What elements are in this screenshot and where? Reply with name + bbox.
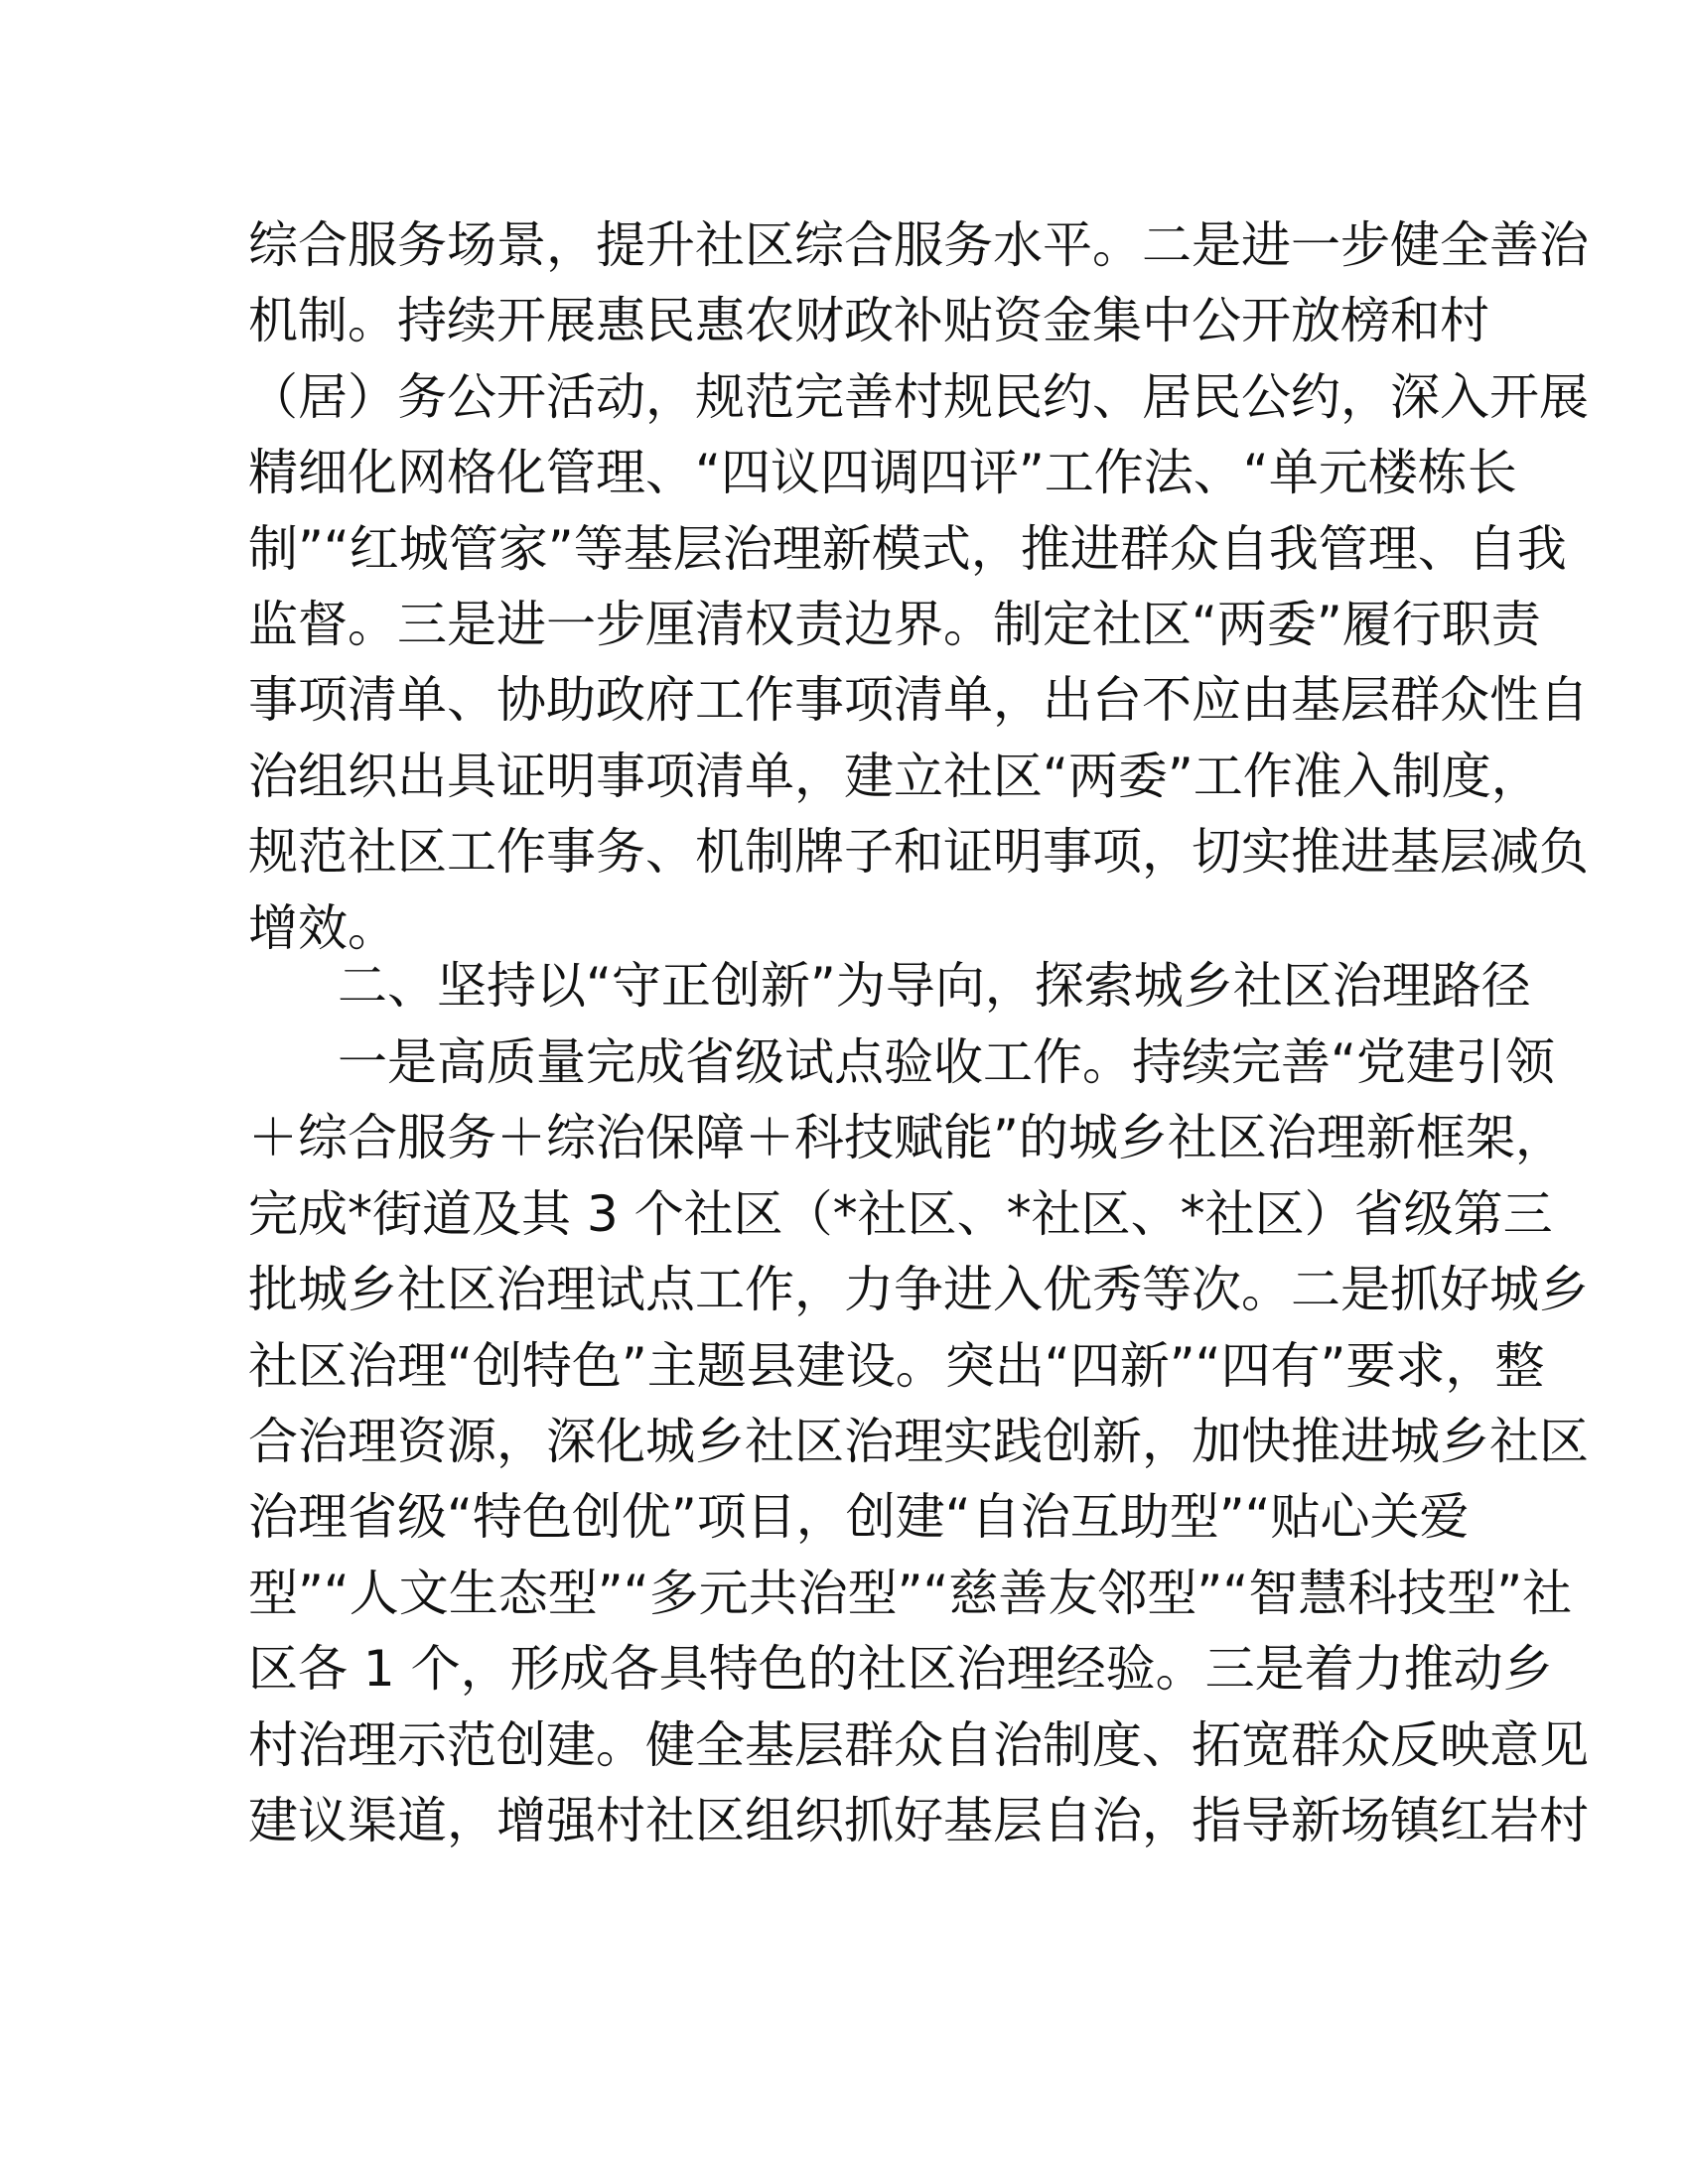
paragraph-line: 综合服务场景，提升社区综合服务水平。二是进一步健全善治 (248, 216, 1589, 274)
paragraph-line: 批城乡社区治理试点工作，力争进入优秀等次。二是抓好城乡 (248, 1261, 1589, 1319)
paragraph-line: 治组织出具证明事项清单，建立社区“两委”工作准入制度， (248, 747, 1541, 805)
paragraph-line: 社区治理“创特色”主题县建设。突出“四新”“四有”要求，整 (248, 1336, 1545, 1395)
paragraph-line: 监督。三是进一步厘清权责边界。制定社区“两委”履行职责 (248, 596, 1541, 653)
paragraph-line: 区各 1 个，形成各具特色的社区治理经验。三是着力推动乡 (248, 1640, 1553, 1699)
paragraph-line: 村治理示范创建。健全基层群众自治制度、拓宽群众反映意见 (248, 1715, 1589, 1774)
paragraph-line: （居）务公开活动，规范完善村规民约、居民公约，深入开展 (248, 367, 1589, 426)
section-heading: 二、坚持以“守正创新”为导向，探索城乡社区治理路径 (338, 957, 1531, 1015)
paragraph-line: 事项清单、协助政府工作事项清单，出台不应由基层群众性自 (248, 671, 1589, 730)
paragraph-line: 合治理资源，深化城乡社区治理实践创新，加快推进城乡社区 (248, 1413, 1589, 1470)
paragraph-line: ＋综合服务＋综治保障＋科技赋能”的城乡社区治理新框架， (248, 1109, 1565, 1167)
paragraph-line: 增效。 (248, 898, 397, 957)
paragraph-line: 治理省级“特色创优”项目，创建“自治互助型”“贴心关爱 (248, 1488, 1470, 1547)
paragraph-line: 机制。持续开展惠民惠农财政补贴资金集中公开放榜和村 (248, 292, 1489, 350)
paragraph-line: 精细化网格化管理、“四议四调四评”工作法、“单元楼栋长 (248, 444, 1517, 502)
paragraph-line: 完成*街道及其 3 个社区（*社区、*社区、*社区）省级第三 (248, 1184, 1553, 1243)
paragraph-line: 规范社区工作事务、机制牌子和证明事项，切实推进基层减负 (248, 823, 1589, 882)
paragraph-line: 一是高质量完成省级试点验收工作。持续完善“党建引领 (338, 1033, 1555, 1091)
paragraph-line: 建议渠道，增强村社区组织抓好基层自治，指导新场镇红岩村 (248, 1792, 1589, 1849)
paragraph-line: 型”“人文生态型”“多元共治型”“慈善友邻型”“智慧科技型”社 (248, 1564, 1573, 1622)
paragraph-line: 制”“红城管家”等基层治理新模式，推进群众自我管理、自我 (248, 519, 1567, 578)
